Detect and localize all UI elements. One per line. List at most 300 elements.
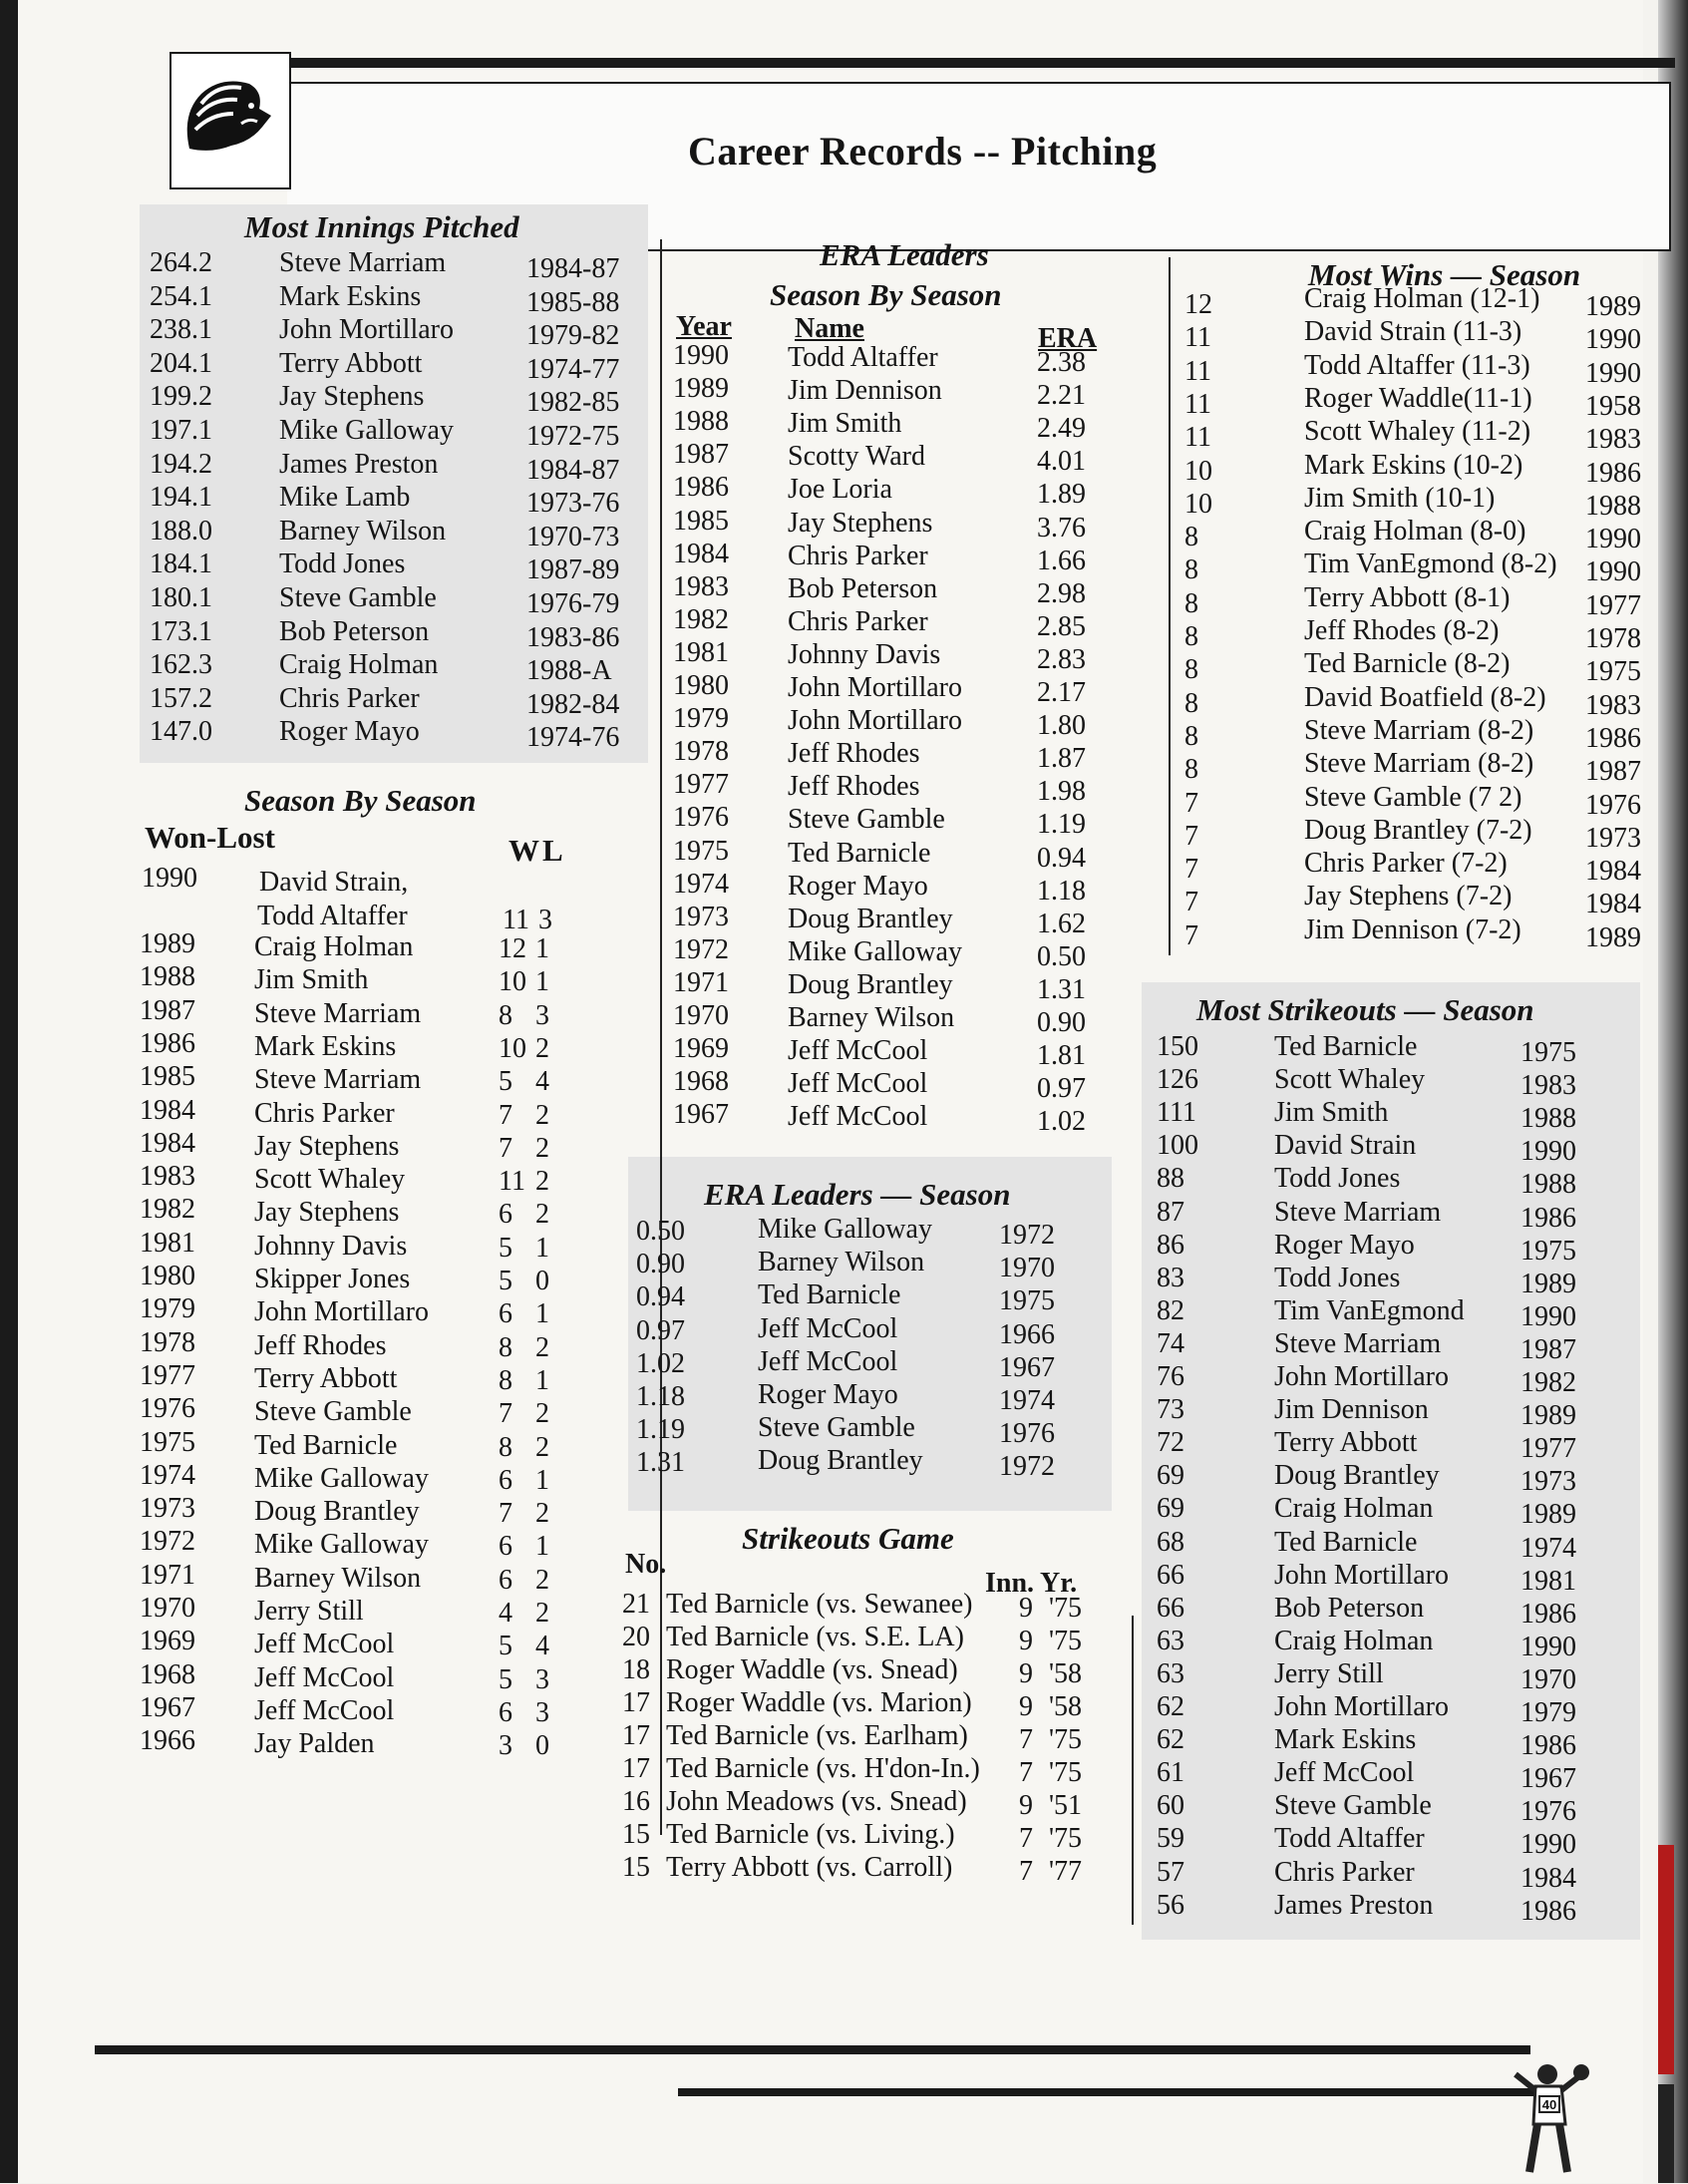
strikeouts-name: James Preston <box>1274 1889 1434 1921</box>
strikeouts-row <box>1157 1822 1675 1861</box>
era-season-row <box>636 1279 1155 1317</box>
wonlost-year: 1970 <box>140 1593 195 1624</box>
wins-name: Todd Altaffer (11-3) <box>1304 349 1530 381</box>
strikeouts-number: 86 <box>1157 1229 1184 1261</box>
wins-number: 10 <box>1184 488 1212 520</box>
era-year: 1969 <box>673 1033 729 1065</box>
wins-year: 1987 <box>1585 756 1641 788</box>
innings-name: Bob Peterson <box>279 615 430 647</box>
strikeouts-year: 1975 <box>1520 1037 1576 1068</box>
era-year: 1970 <box>673 1000 729 1031</box>
wins-name: Scott Whaley (11-2) <box>1304 416 1531 448</box>
strikeouts-number: 69 <box>1157 1460 1184 1492</box>
era-value: 2.38 <box>1037 347 1086 378</box>
wonlost-l: 4 <box>535 1631 549 1662</box>
era-sbs-row <box>658 735 1177 775</box>
era-year: 1971 <box>673 966 729 998</box>
wonlost-year: 1981 <box>140 1227 195 1259</box>
strikeouts-name: John Mortillaro <box>1274 1361 1449 1392</box>
wonlost-l: 2 <box>535 1431 549 1463</box>
era-value: 1.18 <box>1037 875 1086 907</box>
era-year: 1973 <box>673 901 729 932</box>
wonlost-year: 1984 <box>140 1127 195 1159</box>
strikeouts-name: Scott Whaley <box>1274 1064 1426 1096</box>
era-name: Jeff Rhodes <box>788 738 920 770</box>
era-value: 1.89 <box>1037 479 1086 511</box>
strikeouts-year: 1989 <box>1520 1268 1576 1299</box>
innings-row <box>150 448 668 486</box>
era-sbs-row <box>658 1098 1177 1138</box>
innings-row <box>150 380 668 419</box>
era-name: Chris Parker <box>788 540 928 571</box>
strikeouts-number: 88 <box>1157 1163 1184 1195</box>
wins-year: 1984 <box>1585 856 1641 888</box>
wins-number: 8 <box>1184 754 1198 786</box>
wonlost-row <box>135 994 653 1031</box>
wonlost-row <box>135 1060 653 1098</box>
strikeouts-row <box>1157 1690 1675 1728</box>
strikeouts-name: Mark Eskins <box>1274 1724 1417 1756</box>
era-sbs-row <box>658 1065 1177 1105</box>
strikeouts-year: 1982 <box>1520 1367 1576 1398</box>
era-season-value: 0.90 <box>636 1249 685 1280</box>
era-season-name: Roger Mayo <box>758 1379 898 1410</box>
strikeouts-year: 1990 <box>1520 1300 1576 1332</box>
strikeouts-name: Chris Parker <box>1274 1856 1415 1888</box>
innings-value: 264.2 <box>150 247 212 278</box>
wonlost-year: 1987 <box>140 994 195 1026</box>
era-value: 1.19 <box>1037 809 1086 841</box>
strikeouts-year: 1975 <box>1520 1235 1576 1267</box>
wonlost-year: 1974 <box>140 1459 195 1491</box>
wonlost-first-w: 11 <box>503 905 529 935</box>
strikeouts-name: Jim Dennison <box>1274 1394 1429 1426</box>
so-game-row <box>622 1818 1141 1854</box>
so-game-number: 16 <box>622 1786 650 1817</box>
era-season-year: 1972 <box>999 1220 1055 1251</box>
era-name: Mike Galloway <box>788 935 962 967</box>
wonlost-first-name2: Todd Altaffer <box>257 901 408 931</box>
strikeouts-row <box>1157 1625 1675 1662</box>
wins-name: Jim Dennison (7-2) <box>1304 913 1521 945</box>
era-year: 1974 <box>673 868 729 900</box>
wonlost-name: Jay Stephens <box>254 1197 400 1229</box>
era-col-era: ERA <box>1038 323 1098 354</box>
era-sbs-row <box>658 669 1177 708</box>
era-season-heading: ERA Leaders — Season <box>704 1177 1011 1212</box>
innings-years: 1973-76 <box>526 488 620 520</box>
so-game-name: Ted Barnicle (vs. Earlham) <box>666 1720 968 1751</box>
wins-name: Roger Waddle(11-1) <box>1304 382 1532 414</box>
strikeouts-row <box>1157 1393 1675 1432</box>
wonlost-name: Jim Smith <box>254 964 369 996</box>
wonlost-l: 1 <box>535 1232 549 1264</box>
era-name: Doug Brantley <box>788 903 953 934</box>
wins-year: 1983 <box>1585 424 1641 456</box>
wins-year: 1990 <box>1585 556 1641 588</box>
era-value: 1.98 <box>1037 776 1086 808</box>
wonlost-l: 2 <box>535 1598 549 1629</box>
so-game-yr: '77 <box>1049 1856 1083 1887</box>
strikeouts-row <box>1157 1162 1675 1201</box>
wins-name: Craig Holman (12-1) <box>1304 283 1540 314</box>
strikeouts-year: 1990 <box>1520 1631 1576 1662</box>
wins-name: Jay Stephens (7-2) <box>1304 881 1513 912</box>
era-season-year: 1976 <box>999 1418 1055 1450</box>
innings-name: Craig Holman <box>279 649 439 681</box>
wonlost-name: Jay Stephens <box>254 1130 400 1162</box>
wonlost-w: 6 <box>499 1298 512 1330</box>
wonlost-year: 1967 <box>140 1691 195 1723</box>
strikeouts-number: 66 <box>1157 1559 1184 1591</box>
page-title: Career Records -- Pitching <box>688 129 1158 174</box>
era-value: 2.85 <box>1037 610 1086 642</box>
wins-name: Steve Gamble (7 2) <box>1304 781 1522 813</box>
innings-value: 194.2 <box>150 448 212 480</box>
so-game-col-no: No. <box>625 1549 667 1580</box>
wins-number: 7 <box>1184 887 1198 918</box>
era-name: Chris Parker <box>788 605 928 637</box>
wonlost-row <box>135 1459 653 1496</box>
strikeouts-number: 100 <box>1157 1130 1198 1162</box>
wins-number: 8 <box>1184 554 1198 586</box>
wonlost-year: 1979 <box>140 1293 195 1325</box>
strikeouts-number: 74 <box>1157 1327 1184 1359</box>
so-game-yr: '58 <box>1049 1691 1083 1722</box>
era-value: 1.80 <box>1037 710 1086 742</box>
era-name: Steve Gamble <box>788 804 945 836</box>
strikeouts-row <box>1157 1723 1675 1762</box>
wonlost-row <box>135 1525 653 1563</box>
wins-year: 1989 <box>1585 921 1641 953</box>
strikeouts-number: 63 <box>1157 1625 1184 1656</box>
strikeouts-year: 1986 <box>1520 1895 1576 1927</box>
so-game-name: Ted Barnicle (vs. Living.) <box>666 1819 955 1850</box>
wonlost-name: Mark Eskins <box>254 1030 397 1062</box>
strikeouts-number: 83 <box>1157 1262 1184 1293</box>
so-game-inn: 9 <box>1019 1626 1033 1656</box>
wonlost-name: Johnny Davis <box>254 1230 408 1262</box>
era-sbs-heading2: Season By Season <box>770 277 1002 312</box>
era-col-name: Name <box>795 313 864 344</box>
era-value: 1.87 <box>1037 743 1086 775</box>
wins-number: 8 <box>1184 621 1198 652</box>
wonlost-row <box>135 1160 653 1198</box>
era-sbs-row <box>658 1032 1177 1072</box>
wonlost-row <box>135 1392 653 1430</box>
so-game-number: 15 <box>622 1819 650 1850</box>
wins-name: Terry Abbott (8-1) <box>1304 581 1511 613</box>
innings-row <box>150 648 668 687</box>
strikeouts-number: 68 <box>1157 1526 1184 1558</box>
era-sbs-row <box>658 999 1177 1038</box>
era-season-name: Mike Galloway <box>758 1214 932 1245</box>
era-value: 4.01 <box>1037 446 1086 478</box>
wonlost-year: 1978 <box>140 1326 195 1358</box>
innings-name: Steve Gamble <box>279 582 437 613</box>
wins-name: Chris Parker (7-2) <box>1304 848 1508 880</box>
wonlost-year: 1984 <box>140 1094 195 1126</box>
wonlost-w: 10 <box>499 966 526 998</box>
innings-value: 188.0 <box>150 515 212 546</box>
strikeouts-name: Steve Gamble <box>1274 1790 1432 1822</box>
wins-year: 1986 <box>1585 457 1641 489</box>
wonlost-year: 1985 <box>140 1061 195 1093</box>
wonlost-name: John Mortillaro <box>254 1296 429 1328</box>
wonlost-name: Doug Brantley <box>254 1496 420 1528</box>
era-season-name: Jeff McCool <box>758 1312 898 1344</box>
wonlost-w: 11 <box>499 1166 525 1198</box>
innings-name: John Mortillaro <box>279 314 454 346</box>
era-year: 1978 <box>673 736 729 768</box>
so-game-inn: 9 <box>1019 1593 1033 1624</box>
strikeouts-name: Steve Marriam <box>1274 1327 1442 1359</box>
wonlost-row <box>135 1559 653 1596</box>
strikeouts-number: 61 <box>1157 1757 1184 1789</box>
innings-years: 1987-89 <box>526 554 620 586</box>
wonlost-year: 1989 <box>140 928 195 959</box>
era-sbs-row <box>658 933 1177 972</box>
wonlost-row <box>135 1492 653 1530</box>
wonlost-l: 2 <box>535 1032 549 1064</box>
strikeouts-row <box>1157 1492 1675 1531</box>
wonlost-row <box>135 1127 653 1164</box>
strikeouts-number: 60 <box>1157 1790 1184 1822</box>
innings-value: 197.1 <box>150 415 212 446</box>
wonlost-row <box>135 1227 653 1264</box>
era-season-name: Ted Barnicle <box>758 1279 901 1311</box>
wins-name: Jeff Rhodes (8-2) <box>1304 615 1500 646</box>
wonlost-year: 1986 <box>140 1027 195 1059</box>
wonlost-w: 8 <box>499 1364 512 1396</box>
wonlost-row <box>135 1359 653 1396</box>
wonlost-l: 2 <box>535 1199 549 1231</box>
era-year: 1977 <box>673 769 729 801</box>
innings-row <box>150 481 668 520</box>
strikeouts-year: 1977 <box>1520 1433 1576 1465</box>
strikeouts-name: Ted Barnicle <box>1274 1031 1418 1062</box>
wonlost-name: Craig Holman <box>254 931 414 962</box>
era-season-row <box>636 1379 1155 1416</box>
wonlost-l: 3 <box>535 1696 549 1728</box>
era-season-year: 1967 <box>999 1351 1055 1383</box>
innings-name: Barney Wilson <box>279 515 447 546</box>
innings-value: 173.1 <box>150 615 212 647</box>
era-name: Joe Loria <box>788 474 892 506</box>
era-value: 2.98 <box>1037 577 1086 609</box>
strikeouts-row <box>1157 1559 1675 1597</box>
era-season-name: Jeff McCool <box>758 1345 898 1377</box>
wins-row <box>1184 913 1688 953</box>
wonlost-w: 10 <box>499 1032 526 1064</box>
so-game-yr: '75 <box>1049 1593 1083 1624</box>
wonlost-name: Skipper Jones <box>254 1264 411 1294</box>
strikeouts-row <box>1157 1196 1675 1234</box>
era-sbs-heading1: ERA Leaders <box>820 237 989 272</box>
wonlost-w: 8 <box>499 1431 512 1463</box>
wonlost-name: Terry Abbott <box>254 1362 398 1394</box>
wonlost-name: Steve Marriam <box>254 1064 422 1096</box>
innings-name: Mike Lamb <box>279 482 411 514</box>
wonlost-row <box>135 1691 653 1728</box>
wonlost-w: 6 <box>499 1531 512 1563</box>
wonlost-w: 6 <box>499 1696 512 1728</box>
wonlost-name: Jeff McCool <box>254 1694 395 1726</box>
era-year: 1985 <box>673 505 729 537</box>
era-sbs-row <box>658 966 1177 1005</box>
strikeouts-name: Ted Barnicle <box>1274 1526 1418 1558</box>
innings-value: 180.1 <box>150 582 212 613</box>
so-game-yr: '75 <box>1049 1724 1083 1755</box>
innings-years: 1988-A <box>526 655 612 687</box>
strikeouts-year: 1986 <box>1520 1202 1576 1234</box>
wonlost-l: 1 <box>535 1364 549 1396</box>
era-name: Johnny Davis <box>788 638 941 670</box>
so-game-col-inn-yr: Inn. Yr. <box>985 1568 1078 1599</box>
era-year: 1979 <box>673 703 729 735</box>
wonlost-row <box>135 1658 653 1695</box>
era-name: Jim Dennison <box>788 375 942 407</box>
wonlost-row <box>135 1292 653 1330</box>
strikeouts-number: 150 <box>1157 1031 1198 1062</box>
wins-year: 1978 <box>1585 623 1641 654</box>
innings-name: Terry Abbott <box>279 347 423 379</box>
wonlost-l: 2 <box>535 1166 549 1198</box>
wonlost-row <box>135 1027 653 1064</box>
wonlost-row <box>135 1094 653 1131</box>
so-game-name: Roger Waddle (vs. Marion) <box>666 1687 972 1718</box>
so-game-yr: '75 <box>1049 1626 1083 1656</box>
strikeouts-year: 1990 <box>1520 1136 1576 1168</box>
footer-rule <box>95 2045 1530 2054</box>
era-year: 1968 <box>673 1066 729 1098</box>
innings-name: Todd Jones <box>279 548 406 580</box>
wonlost-l: 1 <box>535 1298 549 1330</box>
era-year: 1981 <box>673 636 729 668</box>
era-season-value: 1.02 <box>636 1347 685 1379</box>
wins-number: 8 <box>1184 587 1198 619</box>
wonlost-w: 6 <box>499 1564 512 1596</box>
era-value: 2.17 <box>1037 677 1086 708</box>
innings-value: 162.3 <box>150 649 212 681</box>
wonlost-l: 1 <box>535 1531 549 1563</box>
wonlost-l: 1 <box>535 1464 549 1496</box>
strikeouts-name: Tim VanEgmond <box>1274 1294 1465 1326</box>
so-game-name: Terry Abbott (vs. Carroll) <box>666 1852 953 1883</box>
era-sbs-row <box>658 801 1177 841</box>
era-year: 1983 <box>673 570 729 602</box>
wonlost-w: 7 <box>499 1132 512 1164</box>
era-year: 1986 <box>673 472 729 504</box>
era-name: Barney Wilson <box>788 1002 955 1033</box>
wonlost-subheading: Won-Lost <box>145 820 275 855</box>
wonlost-first-l: 3 <box>538 905 552 935</box>
wins-number: 7 <box>1184 820 1198 852</box>
wonlost-l: 1 <box>535 966 549 998</box>
so-game-name: Ted Barnicle (vs. Sewanee) <box>666 1589 973 1620</box>
innings-years: 1970-73 <box>526 521 620 552</box>
strikeouts-row <box>1157 1856 1675 1894</box>
so-game-name: Roger Waddle (vs. Snead) <box>666 1654 958 1685</box>
wonlost-w: 7 <box>499 1398 512 1430</box>
wonlost-l: 2 <box>535 1099 549 1131</box>
era-season-year: 1966 <box>999 1318 1055 1350</box>
innings-name: Mark Eskins <box>279 280 422 312</box>
wonlost-l: 4 <box>535 1066 549 1098</box>
era-sbs-row <box>658 339 1177 378</box>
wins-number: 12 <box>1184 289 1212 320</box>
wonlost-name: Jay Palden <box>254 1728 375 1760</box>
wonlost-name: Scott Whaley <box>254 1164 406 1196</box>
wonlost-l: 3 <box>535 1663 549 1695</box>
wonlost-w: 7 <box>499 1498 512 1530</box>
wins-name: Ted Barnicle (8-2) <box>1304 648 1511 680</box>
wonlost-row <box>135 1592 653 1629</box>
wins-number: 8 <box>1184 522 1198 553</box>
era-season-value: 0.97 <box>636 1314 685 1346</box>
wonlost-first-year: 1990 <box>142 863 197 894</box>
wonlost-year: 1966 <box>140 1725 195 1757</box>
innings-value: 147.0 <box>150 716 212 748</box>
era-name: John Mortillaro <box>788 705 962 737</box>
era-sbs-row <box>658 505 1177 544</box>
innings-name: Mike Galloway <box>279 415 454 446</box>
so-game-row <box>622 1851 1141 1887</box>
so-game-name: John Meadows (vs. Snead) <box>666 1786 967 1817</box>
strikeouts-year: 1988 <box>1520 1103 1576 1135</box>
wonlost-year: 1976 <box>140 1393 195 1425</box>
wonlost-row <box>135 1724 653 1762</box>
strikeouts-row <box>1157 1294 1675 1332</box>
era-name: Jeff Rhodes <box>788 771 920 803</box>
era-year: 1967 <box>673 1099 729 1131</box>
strikeouts-row <box>1157 1030 1675 1068</box>
innings-years: 1974-76 <box>526 722 620 754</box>
wins-name: David Strain (11-3) <box>1304 316 1522 348</box>
so-game-yr: '75 <box>1049 1757 1083 1788</box>
era-value: 0.97 <box>1037 1073 1086 1105</box>
innings-years: 1984-87 <box>526 253 620 284</box>
innings-row <box>150 615 668 653</box>
strikeouts-number: 63 <box>1157 1657 1184 1689</box>
innings-years: 1983-86 <box>526 621 620 653</box>
wonlost-l: 1 <box>535 933 549 964</box>
era-value: 3.76 <box>1037 512 1086 544</box>
strikeouts-name: Todd Jones <box>1274 1262 1401 1293</box>
wonlost-year: 1973 <box>140 1493 195 1525</box>
wonlost-year: 1975 <box>140 1426 195 1458</box>
so-game-yr: '58 <box>1049 1658 1083 1689</box>
strikeouts-row <box>1157 1789 1675 1828</box>
wonlost-year: 1983 <box>140 1161 195 1193</box>
wonlost-w: 5 <box>499 1663 512 1695</box>
wins-number: 11 <box>1184 422 1211 454</box>
wonlost-name: Jeff Rhodes <box>254 1329 387 1361</box>
strikeouts-row <box>1157 1129 1675 1168</box>
innings-value: 157.2 <box>150 682 212 714</box>
player-illustration <box>1506 2054 1595 2179</box>
era-season-value: 0.50 <box>636 1216 685 1247</box>
era-name: John Mortillaro <box>788 672 962 703</box>
wonlost-w: 8 <box>499 1331 512 1363</box>
wonlost-first-row <box>140 862 578 898</box>
era-name: Doug Brantley <box>788 968 953 1000</box>
innings-row <box>150 515 668 552</box>
wins-year: 1973 <box>1585 822 1641 854</box>
innings-row <box>150 313 668 352</box>
strikeouts-name: Craig Holman <box>1274 1625 1434 1656</box>
wonlost-year: 1972 <box>140 1526 195 1558</box>
